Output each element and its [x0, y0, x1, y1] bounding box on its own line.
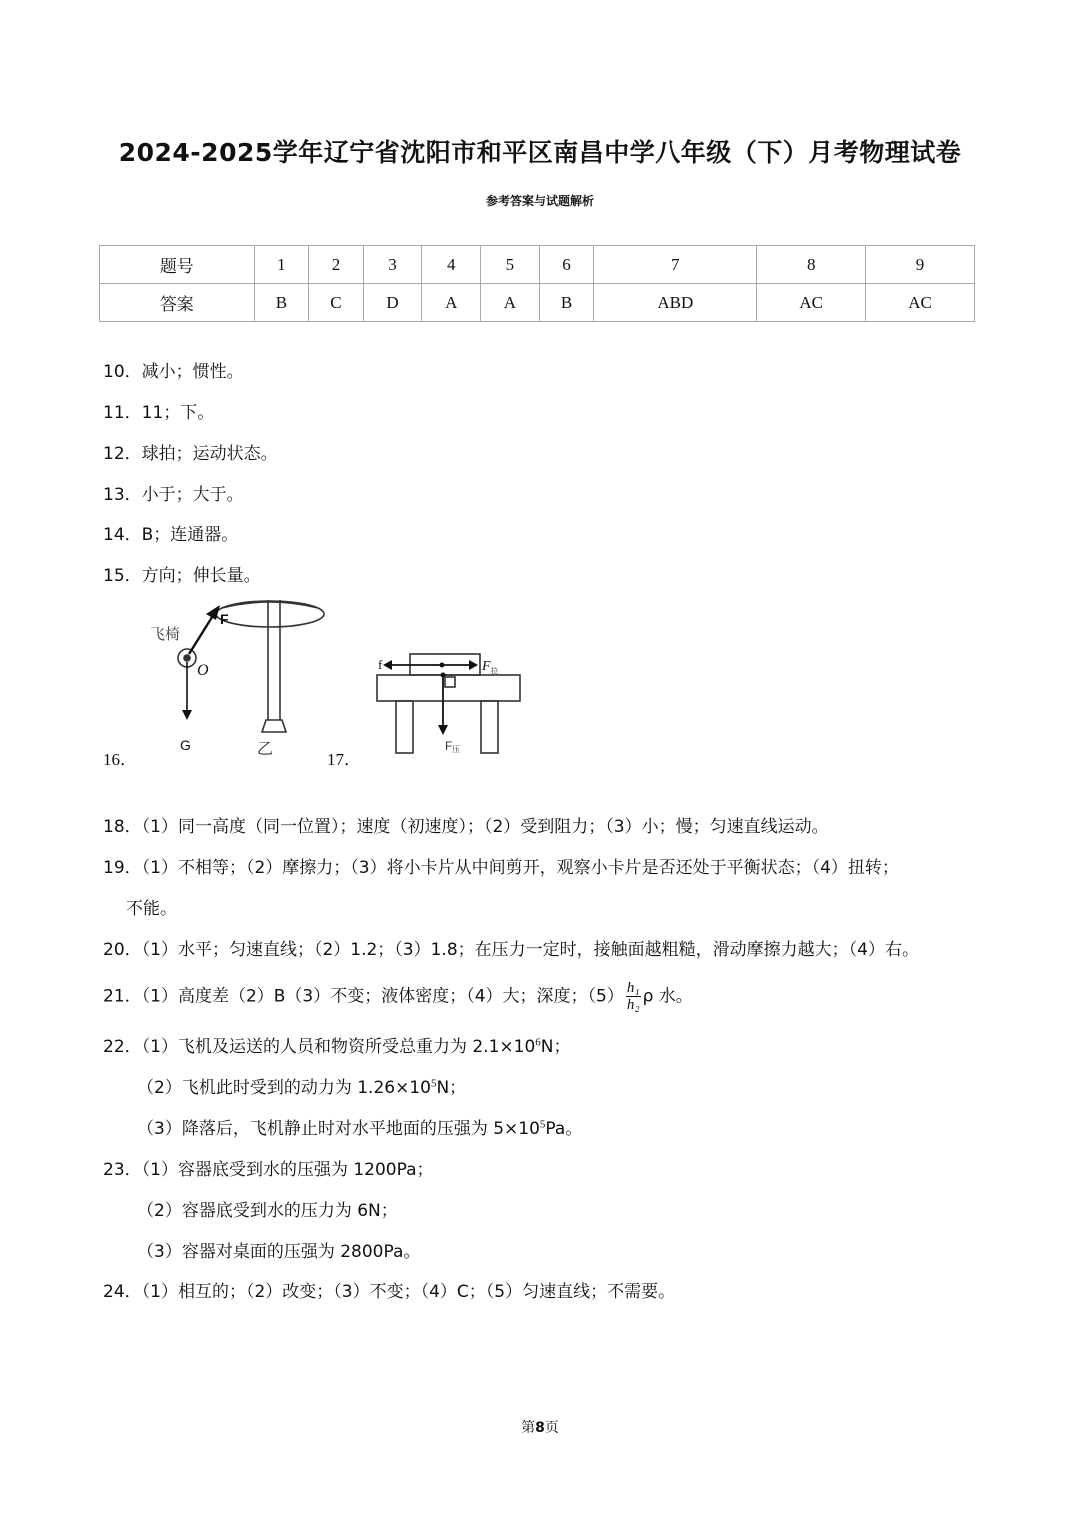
- figure-17-press-label: F: [445, 739, 453, 753]
- table-cell: A: [481, 284, 540, 322]
- answer-21-text: 21．（1）高度差（2）B（3）不变；液体密度；（4）大；深度；（5）: [103, 986, 624, 1007]
- table-cell: D: [363, 284, 422, 322]
- figure-17-friction-label: f: [378, 657, 383, 672]
- answer-12: 12．球拍；运动状态。: [103, 444, 278, 464]
- answer-10: 10．减小；惯性。: [103, 362, 244, 382]
- answer-16-label: 16．: [103, 750, 137, 769]
- table-cell: C: [309, 284, 364, 322]
- figure-17-block-on-table: [370, 645, 530, 760]
- table-cell: B: [254, 284, 309, 322]
- page-footer: [0, 1417, 1080, 1437]
- table-cell: AC: [757, 284, 866, 322]
- figure-16-gravity-label: G: [180, 737, 191, 753]
- answer-22-3-text: （3）降落后，飞机静止时对水平地面的压强为 5×10: [137, 1119, 540, 1139]
- answer-22-2: [137, 1073, 466, 1098]
- answer-22-1: [103, 1032, 570, 1057]
- answer-20: 20．（1）水平；匀速直线；（2）1.2；（3）1.8；在压力一定时，接触面越粗糙，滑动摩擦力越大；（4）右。: [103, 940, 919, 960]
- answer-24: 24．（1）相互的；（2）改变；（3）不变；（4）C；（5）匀速直线；不需要。: [103, 1282, 676, 1302]
- table-cell: 4: [422, 246, 481, 284]
- answer-22-2-unit: N；: [436, 1078, 467, 1098]
- figure-17-press-sub: 压: [452, 745, 460, 754]
- table-cell: 6: [539, 246, 594, 284]
- answer-19-continued: 不能。: [126, 899, 177, 919]
- figure-16-swing-chair: [140, 592, 335, 767]
- table-cell: B: [539, 284, 594, 322]
- table-header-number: 题号: [100, 246, 255, 284]
- figure-16-force-label: F: [220, 611, 229, 627]
- page-subtitle: 参考答案与试题解析: [485, 194, 594, 208]
- answer-23-2: （2）容器底受到水的压力为 6N；: [137, 1201, 398, 1221]
- table-cell: ABD: [594, 284, 757, 322]
- footer-suffix: 页: [544, 1420, 559, 1436]
- table-row-answers: [100, 284, 975, 322]
- figure-16-caption: 乙: [257, 739, 274, 758]
- table-cell: 8: [757, 246, 866, 284]
- page-title: 2024-2025学年辽宁省沈阳市和平区南昌中学八年级（下）月考物理试卷: [118, 138, 962, 167]
- figure-16-seat-label: 飞椅: [150, 625, 181, 643]
- table-cell: 5: [481, 246, 540, 284]
- answer-table: [99, 245, 975, 322]
- table-row-numbers: [100, 246, 975, 284]
- answer-22-3: [137, 1114, 582, 1139]
- answer-21-suffix: ρ 水。: [642, 986, 693, 1007]
- exponent: 5: [539, 1118, 546, 1131]
- exponent: 5: [430, 1077, 437, 1090]
- exponent: 6: [535, 1036, 541, 1049]
- answer-22-1-text: 22．（1）飞机及运送的人员和物资所受总重力为 2.1×10: [103, 1037, 536, 1057]
- table-cell: 1: [254, 246, 309, 284]
- answer-22-3-unit: Pa。: [545, 1119, 583, 1139]
- figure-16-pivot-label: O: [197, 662, 209, 679]
- fraction-numerator: h₁: [626, 980, 640, 996]
- answer-22-2-text: （2）飞机此时受到的动力为 1.26×10: [137, 1078, 431, 1098]
- answer-23-1: 23．（1）容器底受到水的压强为 1200Pa；: [103, 1160, 434, 1180]
- answer-14: 14．B；连通器。: [103, 525, 239, 545]
- table-cell: A: [422, 284, 481, 322]
- answer-21: [103, 980, 693, 1013]
- table-cell: 3: [363, 246, 422, 284]
- table-cell: 7: [594, 246, 757, 284]
- answer-18: 18．（1）同一高度（同一位置）；速度（初速度）；（2）受到阻力；（3）小；慢；匀速直线运动。: [103, 817, 829, 837]
- page-number: 8: [535, 1420, 545, 1436]
- answer-19: 19．（1）不相等；（2）摩擦力；（3）将小卡片从中间剪开，观察小卡片是否还处于平衡状态；（4）扭转；: [103, 858, 899, 878]
- figure-17-pull-label: F: [482, 659, 491, 674]
- answer-22-1-unit: N；: [540, 1037, 571, 1057]
- table-cell: 2: [309, 246, 364, 284]
- answer-23-3: （3）容器对桌面的压强为 2800Pa。: [137, 1242, 421, 1262]
- table-cell: 9: [866, 246, 975, 284]
- table-header-answer: 答案: [100, 284, 255, 322]
- answer-13: 13．小于；大于。: [103, 485, 244, 505]
- answer-15: 15．方向；伸长量。: [103, 566, 261, 586]
- answer-17-label: 17．: [327, 750, 361, 769]
- answer-21-fraction: [626, 980, 641, 1013]
- fraction-denominator: h₂: [626, 997, 640, 1013]
- figure-17-pull-sub: 拉: [491, 667, 498, 675]
- answer-11: 11．11；下。: [103, 403, 215, 423]
- footer-prefix: 第: [521, 1420, 536, 1436]
- table-cell: AC: [866, 284, 975, 322]
